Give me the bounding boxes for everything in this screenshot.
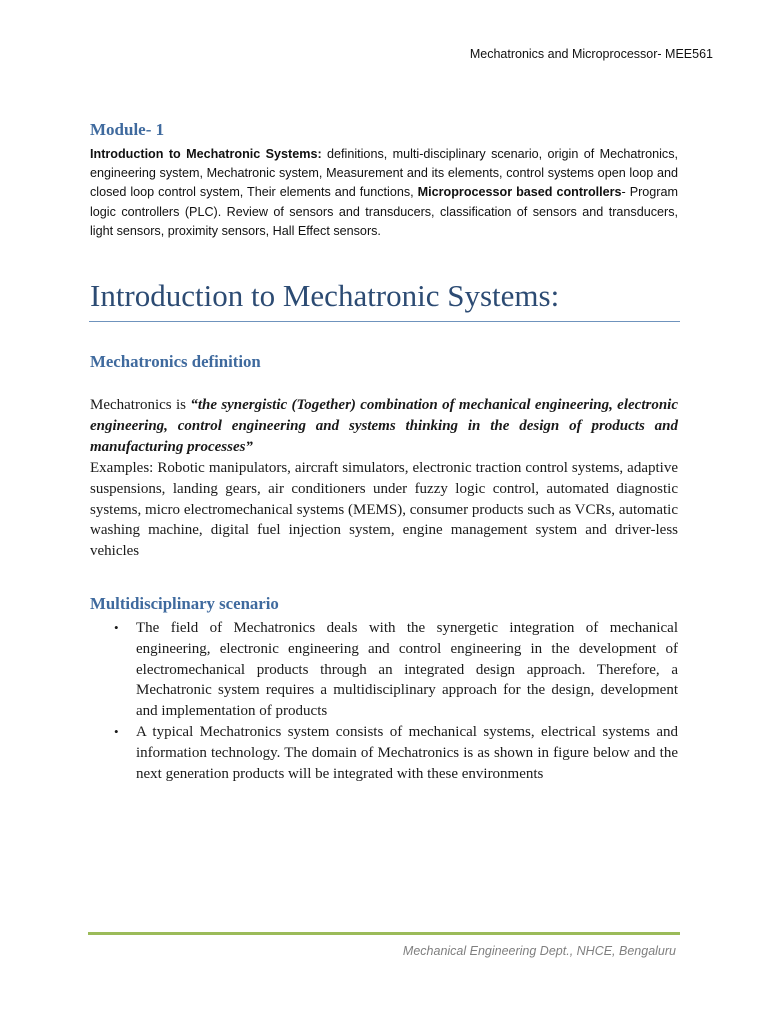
- bullet-text: The field of Mechatronics deals with the synergetic integration of mechanical engineering, electronic engineering and control engineering in the development of electromechanical products through an integrated design approach. Therefore, a Mechatronic system requires a multidisciplinary approach for the design, development and implementation of products: [136, 620, 678, 720]
- footer-divider: [88, 932, 680, 935]
- syllabus-text-2: - Program logic controllers (PLC). Review of sensors and transducers, classification of sensors and transducers, light sensors, proximity sensors, Hall Effect sensors.: [90, 185, 679, 238]
- examples-paragraph: Examples: Robotic manipulators, aircraft simulators, electronic traction control systems, adaptive suspensions, landing gears, air conditioners under fuzzy logic control, automated diagnostic systems, micro electromechanical systems (MEMS), consumer products such as VCRs, automatic washing machine, digital fuel injection system, engine management system and driver-less vehicles: [90, 460, 678, 560]
- module-syllabus: [90, 145, 678, 241]
- bullet-icon: •: [114, 620, 119, 635]
- syllabus-text-1: definitions, multi-disciplinary scenario, origin of Mechatronics, engineering system, Mechatronic system, Measurement and its elements, control systems open loop and closed loop control system, Their elements and functions,: [90, 147, 679, 200]
- definition-intro: Mechatronics is: [90, 397, 191, 413]
- multidisciplinary-section-title: Multidisciplinary scenario: [90, 594, 279, 613]
- module-title: Module- 1: [90, 120, 165, 139]
- page-header: Mechatronics and Microprocessor- MEE561: [469, 47, 713, 61]
- syllabus-lead: Introduction to Mechatronic Systems:: [90, 147, 322, 161]
- definition-section-title: Mechatronics definition: [90, 352, 261, 371]
- multidisciplinary-bullet-list: [90, 618, 678, 784]
- syllabus-bold-2: Microprocessor based controllers: [417, 185, 622, 200]
- bullet-icon: •: [114, 723, 119, 739]
- definition-quote: “the synergistic (Together) combination of mechanical engineering, electronic engineering, control engineering and systems thinking in the design of products and manufacturing processes”: [90, 397, 678, 455]
- list-item: [90, 722, 678, 784]
- page-footer: Mechanical Engineering Dept., NHCE, Bengaluru: [402, 944, 676, 958]
- bullet-text: A typical Mechatronics system consists of mechanical systems, electrical systems and information technology. The domain of Mechatronics is as shown in figure below and the next generation products will be integrated with these environments: [136, 723, 678, 782]
- definition-paragraph: [90, 395, 678, 457]
- list-item: [90, 618, 678, 722]
- heading-divider: [89, 321, 680, 322]
- main-heading: Introduction to Mechatronic Systems:: [90, 278, 560, 313]
